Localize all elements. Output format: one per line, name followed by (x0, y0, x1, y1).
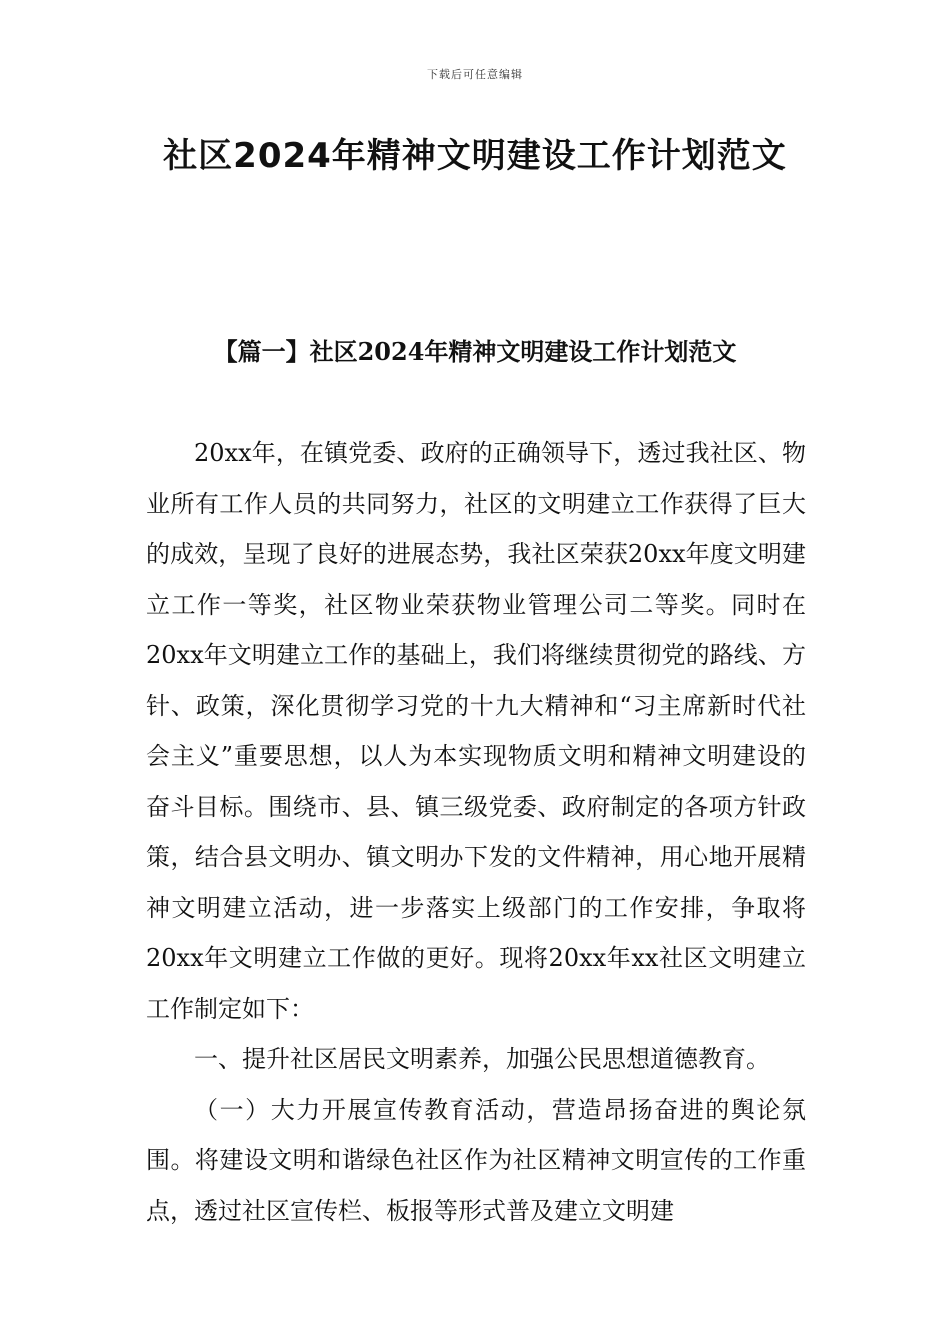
header-note: 下载后可任意编辑 (427, 68, 523, 81)
section-title: 【篇一】社区2024年精神文明建设工作计划范文 (213, 337, 737, 366)
paragraph-heading-one: 一、提升社区居民文明素养，加强公民思想道德教育。 (194, 1045, 770, 1073)
document-body (146, 428, 806, 1236)
paragraph-intro: 20xx年，在镇党委、政府的正确领导下，透过我社区、物业所有工作人员的共同努力，社区的文明建立工作获得了巨大的成效，呈现了良好的进展态势，我社区荣获20xx年度文明建立工作一等奖，社区物业荣获物业管理公司二等奖。同时在20xx年文明建立工作的基础上，我们将继续贯彻党的路线、方针、政策，深化贯彻学习党的十九大精神和“习主席新时代社会主义”重要思想，以人为本实现物质文明和精神文明建设的奋斗目标。围绕市、县、镇三级党委、政府制定的各项方针政策，结合县文明办、镇文明办下发的文件精神，用心地开展精神文明建立活动，进一步落实上级部门的工作安排，争取将20xx年文明建立工作做的更好。现将20xx年xx社区文明建立工作制定如下： (146, 439, 806, 1023)
document-title: 社区2024年精神文明建设工作计划范文 (163, 136, 787, 176)
paragraph-subheading-one: （一）大力开展宣传教育活动，营造昂扬奋进的舆论氛围。将建设文明和谐绿色社区作为社区精神文明宣传的工作重点，透过社区宣传栏、板报等形式普及建立文明建 (146, 1095, 806, 1225)
